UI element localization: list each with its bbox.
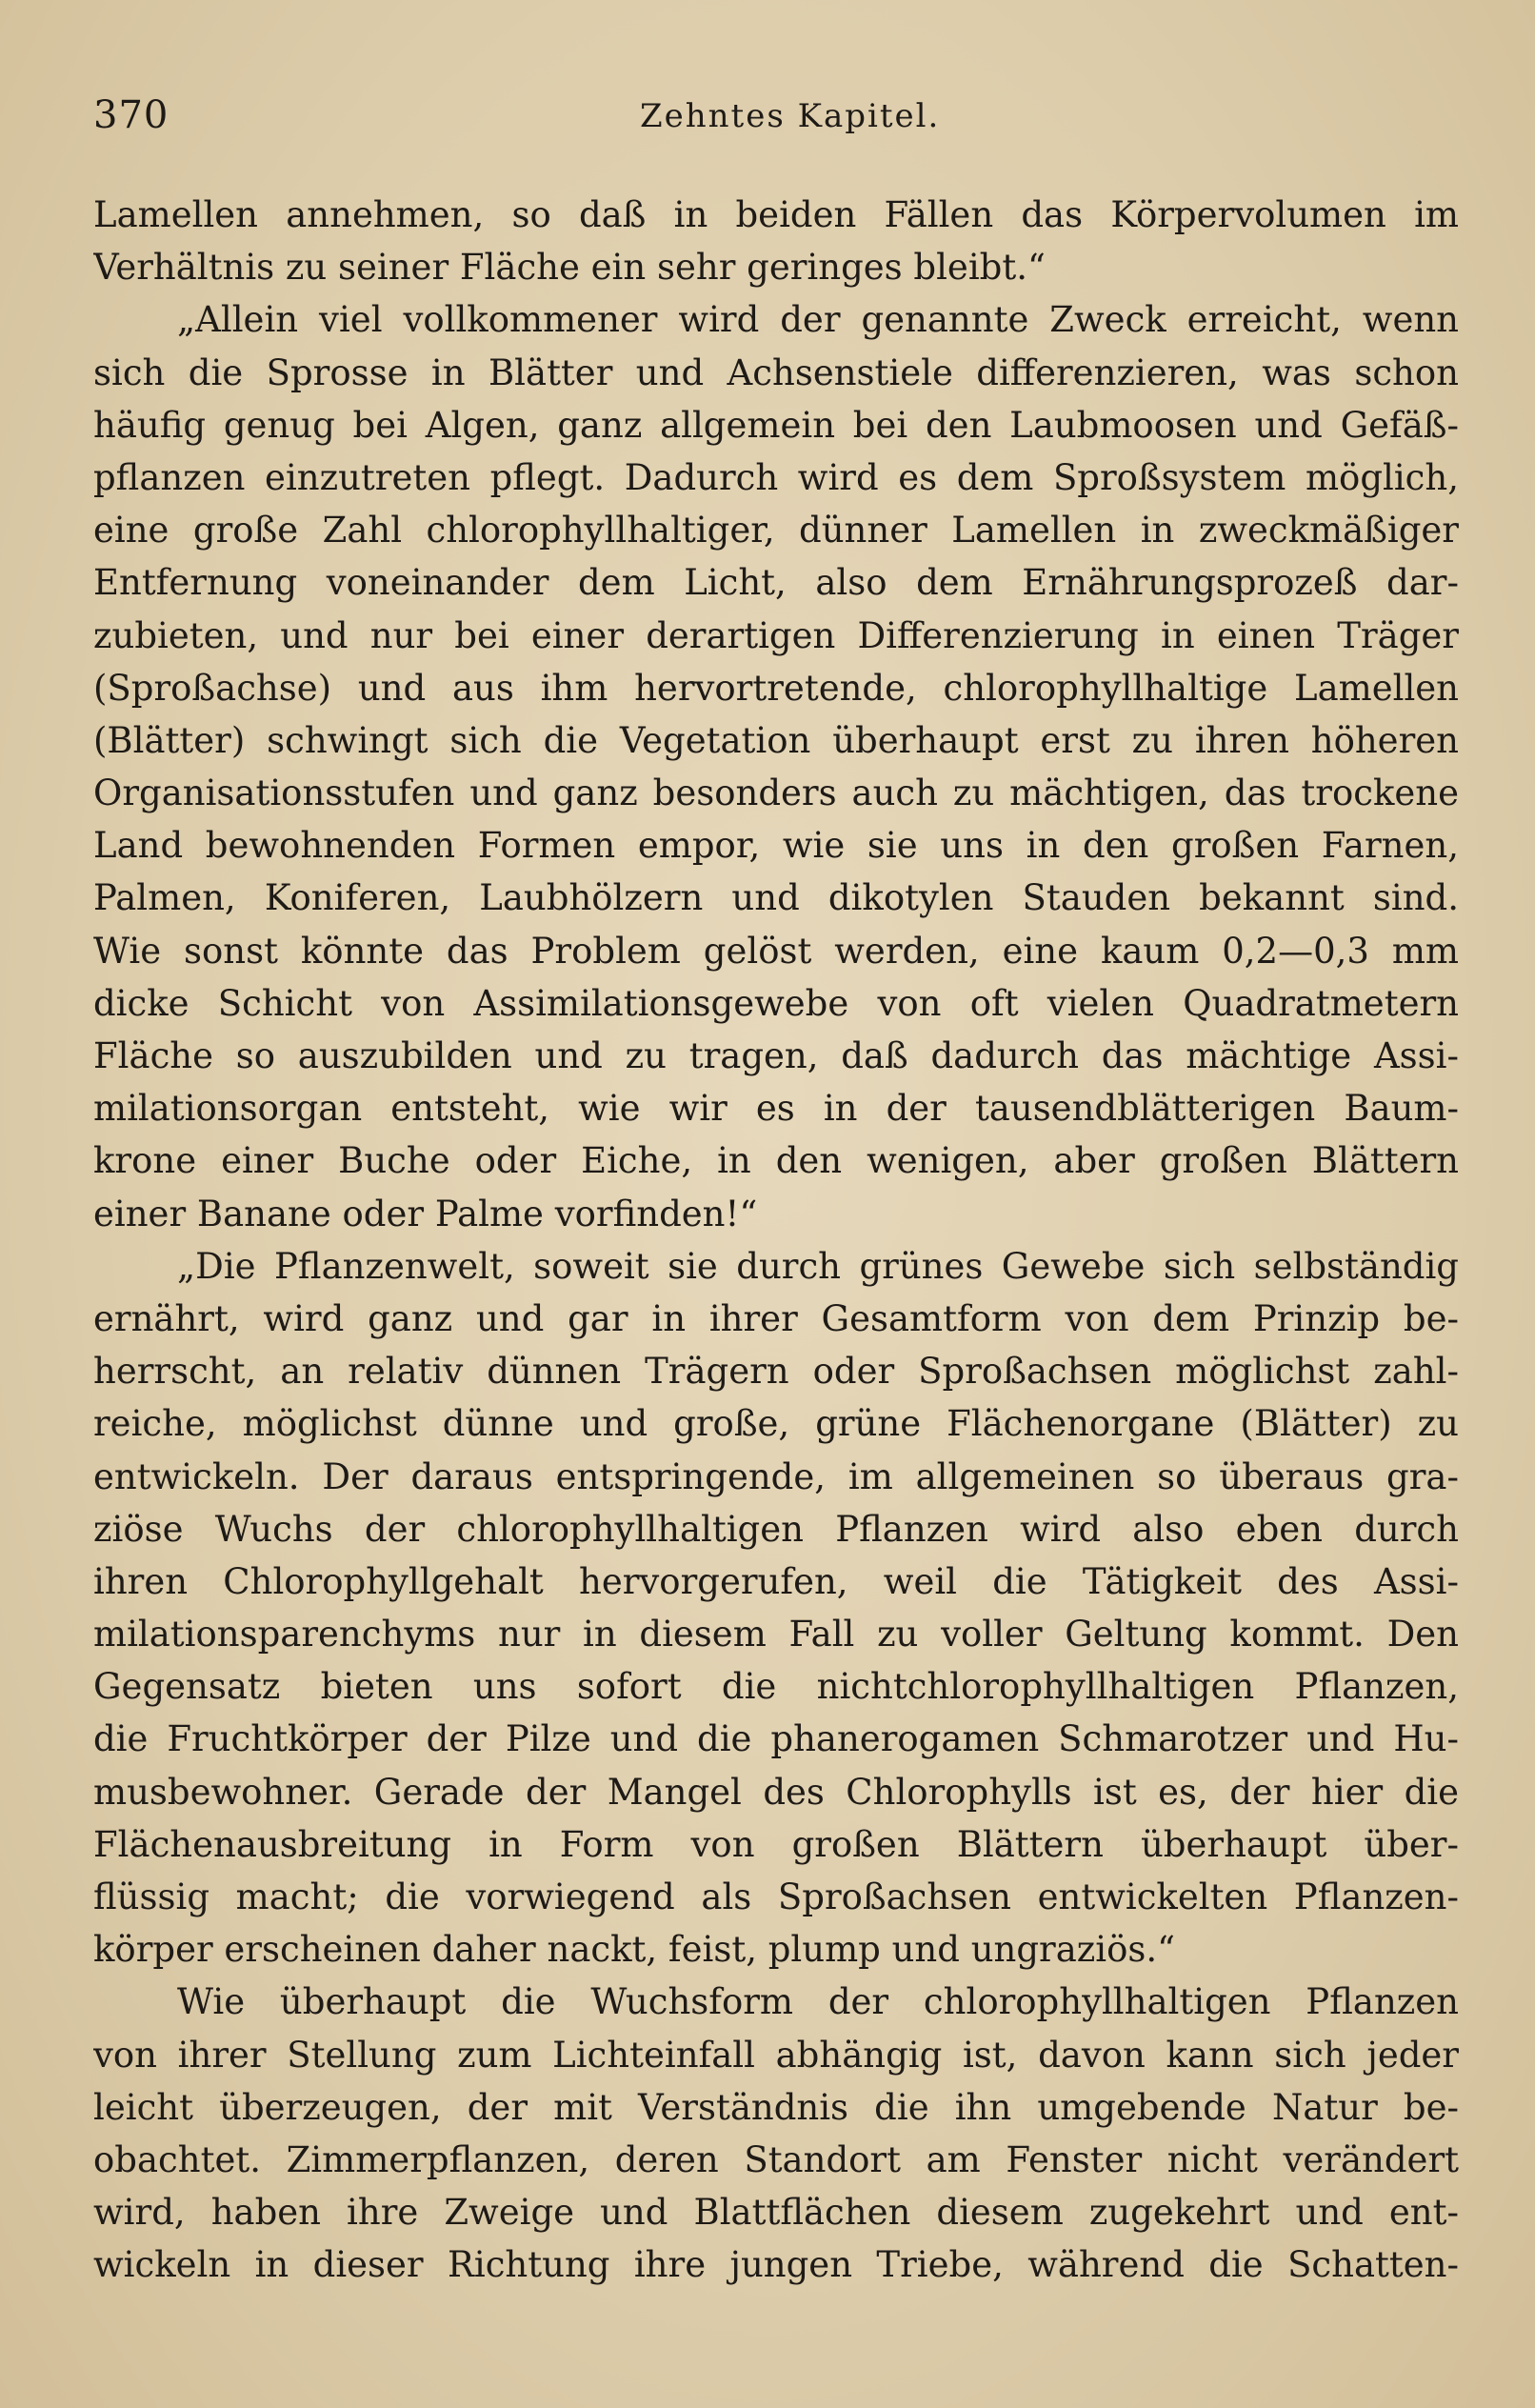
text-line: entwickeln. Der daraus entspringende, im allgemeinen so überaus gra- bbox=[93, 1455, 1459, 1497]
text-line: Lamellen annehmen, so daß in beiden Fällen das Körpervolumen im bbox=[93, 194, 1459, 235]
text-line: dicke Schicht von Assimilationsgewebe von oft vielen Quadratmetern bbox=[93, 982, 1459, 1024]
text-line: Flächenausbreitung in Form von großen Blättern überhaupt über- bbox=[93, 1823, 1459, 1865]
text-line: häufig genug bei Algen, ganz allgemein bei den Laubmoosen und Gefäß- bbox=[93, 404, 1459, 446]
text-line: sich die Sprosse in Blätter und Achsenstiele differenzieren, was schon bbox=[93, 351, 1459, 393]
text-line: reiche, möglichst dünne und große, grüne Flächenorgane (Blätter) zu bbox=[93, 1403, 1459, 1445]
running-head: Zehntes Kapitel. bbox=[640, 97, 941, 135]
text-line: leicht überzeugen, der mit Verständnis die ihn umgebende Natur be- bbox=[93, 2086, 1459, 2128]
text-line: von ihrer Stellung zum Lichteinfall abhängig ist, davon kann sich jeder bbox=[93, 2034, 1459, 2076]
text-line: ziöse Wuchs der chlorophyllhaltigen Pflanzen wird also eben durch bbox=[93, 1508, 1459, 1550]
text-line: Fläche so auszubilden und zu tragen, daß dadurch das mächtige Assi- bbox=[93, 1035, 1459, 1076]
text-line: obachtet. Zimmerpflanzen, deren Standort am Fenster nicht verändert bbox=[93, 2138, 1459, 2180]
text-line: wird, haben ihre Zweige und Blattflächen diesem zugekehrt und ent- bbox=[93, 2192, 1459, 2234]
text-line: milationsorgan entsteht, wie wir es in der tausendblätterigen Baum- bbox=[93, 1088, 1459, 1130]
text-line: Gegensatz bieten uns sofort die nichtchlorophyllhaltigen Pflanzen, bbox=[93, 1666, 1459, 1708]
text-line: zubieten, und nur bei einer derartigen Differenzierung in einen Träger bbox=[93, 614, 1459, 656]
text-line: „Allein viel vollkommener wird der genannte Zweck erreicht, wenn bbox=[177, 299, 1459, 341]
text-line: Wie überhaupt die Wuchsform der chlorophyllhaltigen Pflanzen bbox=[177, 1981, 1459, 2023]
text-line: Verhältnis zu seiner Fläche ein sehr geringes bleibt.“ bbox=[93, 247, 1046, 289]
text-line: die Fruchtkörper der Pilze und die phanerogamen Schmarotzer und Hu- bbox=[93, 1718, 1459, 1760]
text-line: (Blätter) schwingt sich die Vegetation überhaupt erst zu ihren höheren bbox=[93, 719, 1459, 761]
text-line: Palmen, Koniferen, Laubhölzern und dikotylen Stauden bekannt sind. bbox=[93, 877, 1459, 919]
text-line: ernährt, wird ganz und gar in ihrer Gesamtform von dem Prinzip be- bbox=[93, 1297, 1459, 1339]
text-line: flüssig macht; die vorwiegend als Sproßachsen entwickelten Pflanzen- bbox=[93, 1876, 1459, 1917]
text-line: ihren Chlorophyllgehalt hervorgerufen, weil die Tätigkeit des Assi- bbox=[93, 1560, 1459, 1602]
page-header bbox=[93, 93, 1440, 150]
text-line: wickeln in dieser Richtung ihre jungen Triebe, während die Schatten- bbox=[93, 2244, 1459, 2286]
text-line: musbewohner. Gerade der Mangel des Chlorophylls ist es, der hier die bbox=[93, 1771, 1459, 1813]
text-line: Wie sonst könnte das Problem gelöst werden, eine kaum 0,2—0,3 mm bbox=[93, 930, 1459, 972]
text-line: Land bewohnenden Formen empor, wie sie uns in den großen Farnen, bbox=[93, 825, 1459, 867]
text-line: Organisationsstufen und ganz besonders auch zu mächtigen, das trockene bbox=[93, 773, 1459, 814]
text-line: milationsparenchyms nur in diesem Fall zu voller Geltung kommt. Den bbox=[93, 1614, 1459, 1656]
text-line: körper erscheinen daher nackt, feist, plump und ungraziös.“ bbox=[93, 1929, 1176, 1971]
text-line: einer Banane oder Palme vorfinden!“ bbox=[93, 1193, 758, 1234]
text-line: pflanzen einzutreten pflegt. Dadurch wird es dem Sproßsystem möglich, bbox=[93, 456, 1459, 498]
text-line: eine große Zahl chlorophyllhaltiger, dünner Lamellen in zweckmäßiger bbox=[93, 510, 1459, 552]
text-line: (Sproßachse) und aus ihm hervortretende, chlorophyllhaltige Lamellen bbox=[93, 667, 1459, 709]
text-line: „Die Pflanzenwelt, soweit sie durch grünes Gewebe sich selbständig bbox=[177, 1245, 1459, 1287]
text-line: herrscht, an relativ dünnen Trägern oder Sproßachsen möglichst zahl- bbox=[93, 1351, 1459, 1393]
text-line: krone einer Buche oder Eiche, in den wenigen, aber großen Blättern bbox=[93, 1140, 1459, 1182]
page-number: 370 bbox=[93, 93, 169, 137]
body-text bbox=[93, 189, 1459, 2292]
text-line: Entfernung voneinander dem Licht, also dem Ernährungsprozeß dar- bbox=[93, 562, 1459, 604]
